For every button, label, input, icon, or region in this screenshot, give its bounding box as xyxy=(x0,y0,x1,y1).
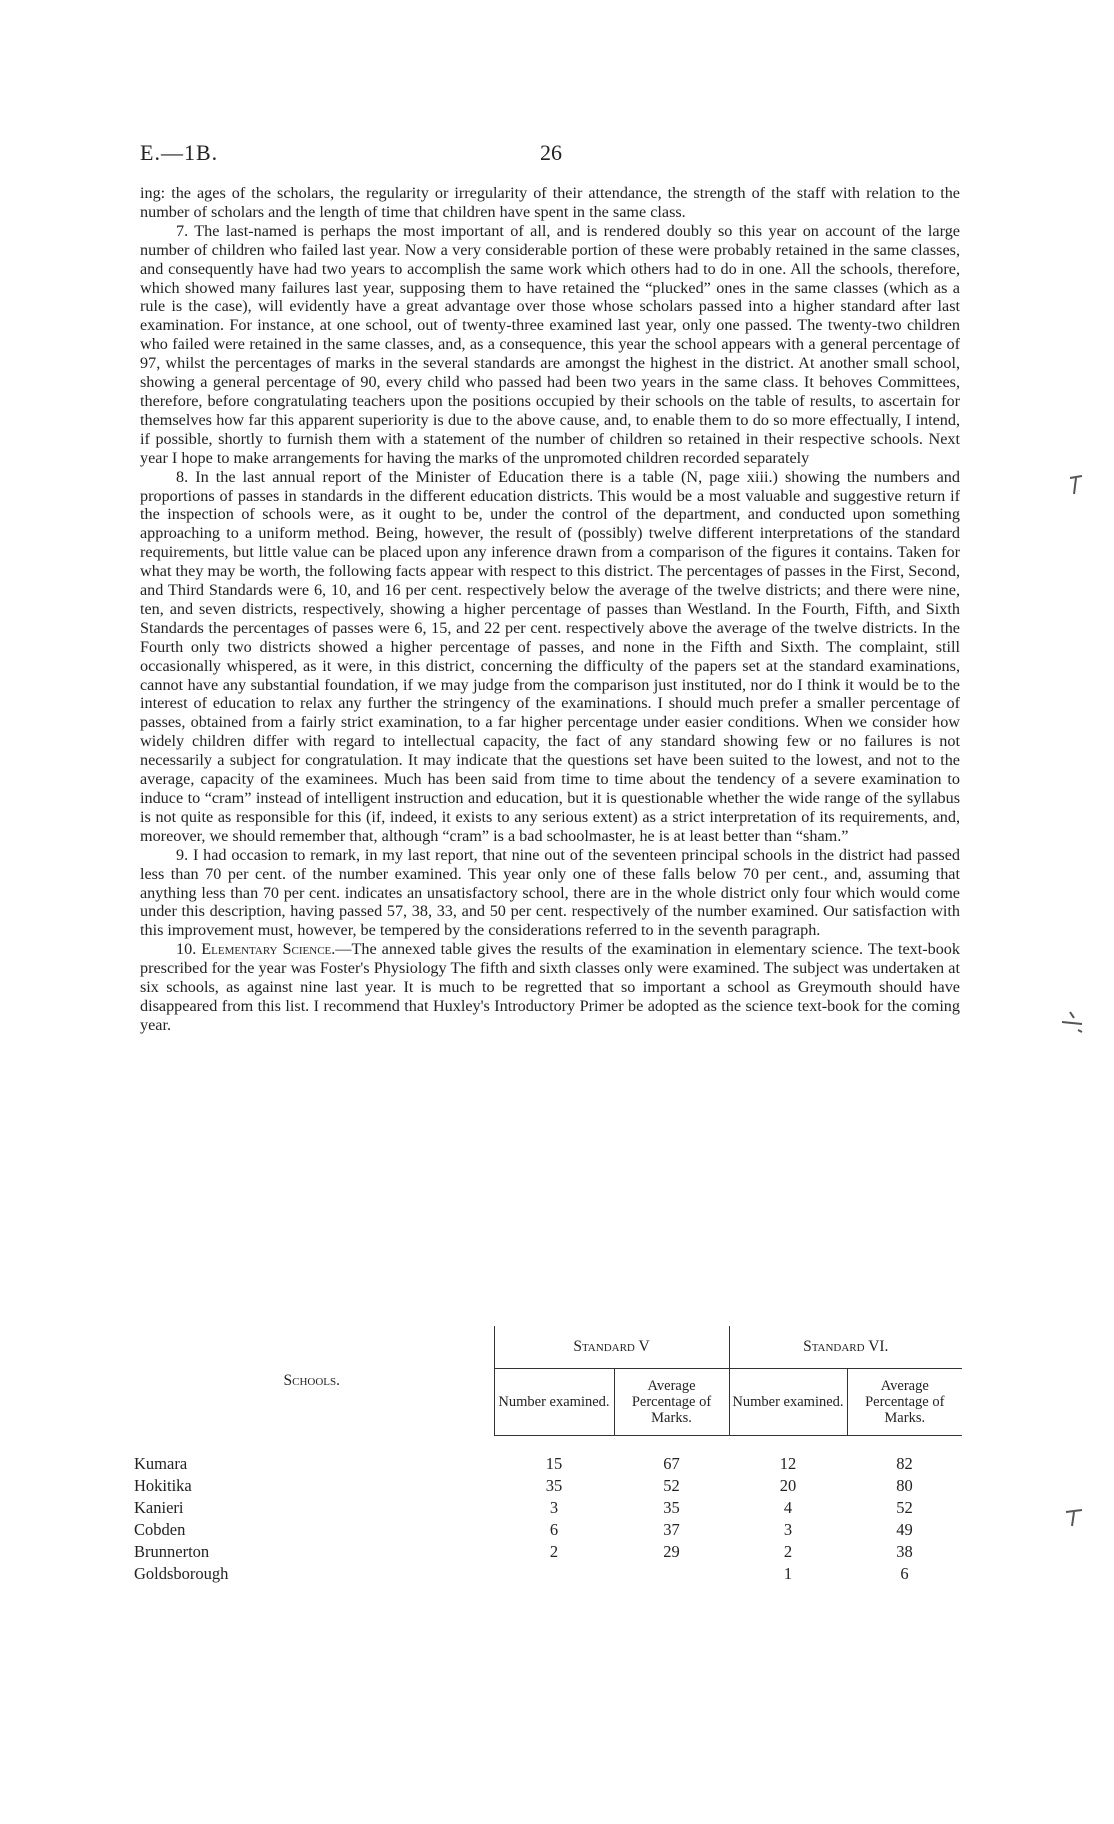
v-number-header: Number examined. xyxy=(494,1369,614,1436)
v-average: 67 xyxy=(663,1454,680,1473)
school-name: Brunnerton xyxy=(134,1542,210,1561)
v-number: 3 xyxy=(549,1498,559,1517)
document-code: E.—1B. xyxy=(140,140,219,165)
paragraph-10-text: —The annexed table gives the results of the examination in elementary science. The text-book prescribed for the year was Foster's Physiology The fifth and sixth classes only were examined. The subject was undertaken at six schools, as against nine last year. It is much to be regretted that so important a school as Greymouth should have disappeared from this list. I recommend that Huxley's Introductory Primer be adopted as the science text-book for the coming year. xyxy=(140,940,960,1034)
body-text xyxy=(140,184,960,1035)
table-row xyxy=(130,1475,962,1497)
binding-mark xyxy=(1068,468,1086,498)
v-average: 35 xyxy=(663,1498,680,1517)
paragraph-continuation: ing: the ages of the scholars, the regularity or irregularity of their attendance, the strength of the staff with relation to the number of scholars and the length of time that children have spent in the same class. xyxy=(140,184,960,221)
paragraph-8: 8. In the last annual report of the Minister of Education there is a table (N, page xiii.) showing the numbers and proportions of passes in standards in the different education districts. This would be a most valuable and suggestive return if the inspection of schools were, as it ought to be, under the control of the department, and conducted upon something approaching to a uniform method. Being, however, the result of (possibly) twelve different interpretations of the standard requirements, but little value can be placed upon any inference drawn from a comparison of the figures it contains. Taken for what they may be worth, the following facts appear with respect to this district. The percentages of passes in the First, Second, and Third Standards were 6, 10, and 16 per cent. respectively below the average of the twelve districts; and there were nine, ten, and seven districts, respectively, showing a higher percentage of passes than Westland. In the Fourth, Fifth, and Sixth Standards the percentages of passes were 6, 15, and 22 per cent. respectively above the average of the twelve districts. In the Fourth only two districts showed a higher percentage of passes, and none in the Fifth and Sixth. The complaint, still occasionally whispered, as it were, in this district, concerning the difficulty of the papers set at the standard examinations, cannot have any substantial foundation, if we may judge from the comparison just instituted, nor do I think it would be to the interest of education to relax any further the stringency of the examinations. I should much prefer a smaller percentage of passes, obtained from a fairly strict examination, to a far higher percentage under easier conditions. When we consider how widely children differ with regard to intellectual capacity, the fact of any standard showing few or no failures is not necessarily a subject for congratulation. It may indicate that the questions set have been suited to the lowest, and not to the average, capacity of the examinees. Much has been said from time to time about the tendency of a severe examination to induce to “cram” instead of intelligent instruction and education, but it is questionable whether the wide range of the syllabus is not quite as responsible for this (if, indeed, it exists to any serious extent) as a strict interpretation of its requirements, and, moreover, we should remember that, although “cram” is a bad schoolmaster, he is at least better than “sham.” xyxy=(140,467,960,845)
vi-average: 49 xyxy=(896,1520,913,1539)
vi-number: 4 xyxy=(783,1498,793,1517)
vi-average: 52 xyxy=(896,1498,913,1517)
v-number: 15 xyxy=(545,1454,563,1473)
table-row xyxy=(130,1519,962,1541)
standard-vi-header: Standard VI. xyxy=(729,1326,962,1369)
table-row xyxy=(130,1541,962,1563)
vi-average: 80 xyxy=(896,1476,913,1495)
v-number xyxy=(494,1563,614,1585)
v-number: 2 xyxy=(549,1542,559,1561)
vi-average: 38 xyxy=(896,1542,913,1561)
v-number: 35 xyxy=(545,1476,563,1495)
vi-number: 12 xyxy=(779,1454,797,1473)
school-name: Kanieri xyxy=(134,1498,184,1517)
vi-average: 82 xyxy=(896,1454,913,1473)
paragraph-10 xyxy=(140,940,960,1035)
vi-number: 1 xyxy=(783,1564,793,1583)
table-row xyxy=(130,1563,962,1585)
vi-number-header: Number examined. xyxy=(729,1369,847,1436)
vi-number: 20 xyxy=(779,1476,797,1495)
binding-mark xyxy=(1060,1008,1086,1034)
vi-average-header: Average Percentage of Marks. xyxy=(847,1369,962,1436)
standard-v-header: Standard V xyxy=(494,1326,729,1369)
school-name: Kumara xyxy=(134,1453,188,1473)
table-row xyxy=(130,1436,962,1476)
v-average: 52 xyxy=(663,1476,680,1495)
schools-header: Schools. xyxy=(283,1371,340,1389)
page-number: 26 xyxy=(540,140,562,165)
science-results-table xyxy=(130,1326,962,1585)
vi-number: 2 xyxy=(783,1542,793,1561)
page-header xyxy=(140,140,960,170)
school-name: Goldsborough xyxy=(134,1564,229,1583)
paragraph-10-number: 10. xyxy=(176,940,197,959)
table-row xyxy=(130,1497,962,1519)
binding-mark xyxy=(1064,1500,1086,1530)
school-name: Hokitika xyxy=(134,1476,192,1495)
paragraph-9: 9. I had occasion to remark, in my last report, that nine out of the seventeen principal schools in the district had passed less than 70 per cent. of the number examined. This year only one of these falls below 70 per cent., and, assuming that anything less than 70 per cent. indicates an unsatisfactory school, there are in the whole district only four which would come under this description, having passed 57, 38, 33, and 50 per cent. respectively of the number examined. Our satisfaction with this improvement must, however, be tempered by the considerations referred to in the seventh paragraph. xyxy=(140,845,960,940)
vi-number: 3 xyxy=(783,1520,793,1539)
v-average: 29 xyxy=(663,1542,680,1561)
paragraph-7: 7. The last-named is perhaps the most important of all, and is rendered doubly so this year on account of the large number of children who failed last year. Now a very considerable portion of these were probably retained in the same classes, and consequently have had two years to accomplish the same work which others had to do in one. All the schools, therefore, which showed many failures last year, supposing them to have retained the “plucked” ones in the same classes (which as a rule is the case), will evidently have a great advantage over those whose scholars passed into a higher standard after last examination. For instance, at one school, out of twenty-three examined last year, only one passed. The twenty-two children who failed were retained in the same classes, and, as a consequence, this year the school appears with a general percentage of 97, whilst the percentages of marks in the several standards are amongst the highest in the district. At another small school, showing a general percentage of 90, every child who passed had been two years in the same class. It behoves Committees, therefore, before congratulating teachers upon the positions occupied by their schools on the table of results, to ascertain for themselves how far this apparent superiority is due to the above cause, and, to enable them to do so more effectually, I intend, if possible, shortly to furnish them with a statement of the number of children so retained in their respective schools. Next year I hope to make arrangements for having the marks of the unpromoted children recorded separately xyxy=(140,221,960,467)
paragraph-10-heading: Elementary Science. xyxy=(201,940,336,959)
v-number: 6 xyxy=(549,1520,559,1539)
v-average: 37 xyxy=(663,1520,680,1539)
v-average-header: Average Percentage of Marks. xyxy=(614,1369,729,1436)
v-average xyxy=(614,1563,729,1585)
school-name: Cobden xyxy=(134,1520,186,1539)
vi-average: 6 xyxy=(900,1564,909,1583)
